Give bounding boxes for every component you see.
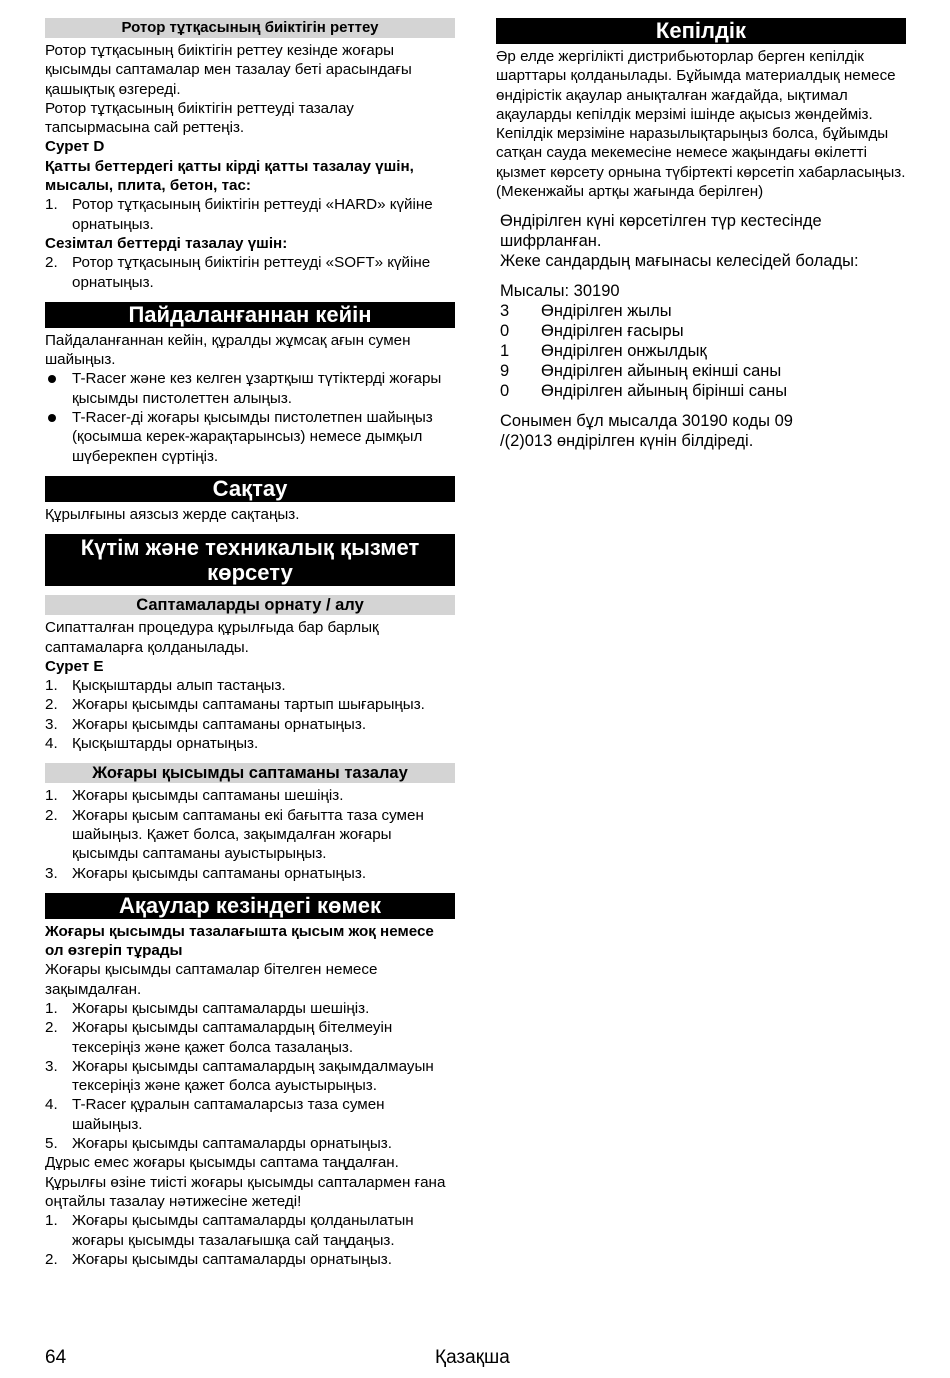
care-section-title: [45, 534, 455, 586]
troubleshooting-heading: Жоғары қысымды тазалағышта қысым жоқ немесе ол өзгеріп тұрады: [45, 922, 434, 960]
code-row: 3 Өндірілген жылы: [500, 302, 672, 321]
left-column: [45, 18, 455, 1269]
language-label: Қазақша: [435, 1347, 510, 1368]
clean-section-title: Жоғары қысымды саптаманы тазалау: [45, 763, 455, 783]
date-paragraph-1: Өндірілген күні көрсетілген түр кестесінде шифрланған.: [500, 212, 822, 251]
list-item: 4. T-Racer құралын саптамаларсыз таза сумен шайыңыз.: [45, 1096, 385, 1133]
after-use-bullets: [45, 369, 455, 465]
rotor-paragraph-2: Ротор тұтқасының биіктігін реттеуді тазалау тапсырмасына сай реттеңіз.: [45, 99, 354, 137]
nozzle-steps: [45, 676, 455, 753]
code-row: 0 Өндірілген айының бірінші саны: [500, 382, 788, 401]
nozzle-figure-ref: Сурет E: [45, 657, 104, 675]
rotor-hard-heading: Қатты беттердегі қатты кірді қатты тазалау үшін, мысалы, плита, бетон, тас:: [45, 157, 414, 195]
list-item: 1. Қысқыштарды алып тастаңыз.: [45, 677, 286, 695]
list-item: 2. Жоғары қысым саптаманы екі бағытта таза сумен шайыңыз. Қажет болса, зақымдалған жоғары қысымды саптаманы ауыстырыңыз.: [45, 806, 424, 863]
clean-steps: [45, 786, 455, 882]
after-use-paragraph: Пайдаланғаннан кейін, құралды жұмсақ ағын сумен шайыңыз.: [45, 331, 411, 369]
nozzle-section-title: Саптамаларды орнату / алу: [45, 595, 455, 615]
code-row: 0 Өндірілген ғасыры: [500, 322, 684, 341]
manufacture-date-block: [496, 211, 906, 451]
list-item: 3. Жоғары қысымды саптамалардың зақымдалмауын тексеріңіз және қажет болса ауыстырыңыз.: [45, 1057, 434, 1095]
list-item: T-Racer-ді жоғары қысымды пистолетпен шайыңыз (қосымша керек-жарақтарынсыз) немесе дымқыл шүберекпен сүртіңіз.: [45, 408, 455, 466]
warranty-paragraph: Әр елде жергілікті дистрибьюторлар берген кепілдік шарттары қолданылады. Бұйымда материалдық немесе өндірістік ақаулар анықталған жағдайда, ықтимал ақауларды кепілдік мерзімі ішінде ақысыз жөндейміз. Кепілдік мерзіміне наразылықтарыңыз болса, бұйымды сатқан сауда мекемесіне немесе жақындағы өкілетті қызмет көрсету орнына түбіртекті көрсетіп хабарласыңыз.: [496, 48, 906, 181]
nozzle-paragraph: Сипатталған процедура құрылғыда бар барлық саптамаларға қолданылады.: [45, 619, 379, 656]
list-item: 3. Жоғары қысымды саптаманы орнатыңыз.: [45, 715, 367, 733]
care-title-line-2: көрсету: [207, 560, 293, 586]
list-item: T-Racer және кез келген ұзартқыш түтіктерді жоғары қысымды пистолеттен алыңыз.: [45, 369, 455, 408]
date-paragraph-2: Жеке сандардың мағынасы келесідей болады:: [500, 252, 859, 271]
list-item: 3. Жоғары қысымды саптаманы орнатыңыз.: [45, 864, 367, 882]
rotor-soft-steps: [45, 253, 455, 292]
bullet-icon: [48, 375, 56, 383]
rotor-figure-ref: Сурет D: [45, 138, 105, 156]
warranty-address-note: (Мекенжайы артқы жағында берілген): [496, 183, 764, 201]
right-column: [496, 18, 906, 451]
bullet-icon: [48, 414, 56, 422]
date-example: Мысалы: 30190: [500, 282, 620, 301]
list-item: 4. Қысқыштарды орнатыңыз.: [45, 735, 259, 753]
after-use-section-title: Пайдаланғаннан кейін: [45, 302, 455, 328]
troubleshooting-paragraph-2: Дұрыс емес жоғары қысымды саптама таңдалған. Құрылғы өзіне тиісті жоғары қысымды сапталармен ғана оңтайлы тазалау нәтижесіне жетеді!: [45, 1154, 446, 1210]
troubleshooting-steps: [45, 999, 455, 1153]
warranty-section-title: Кепілдік: [496, 18, 906, 44]
care-title-line-1: Күтім және техникалық қызмет: [80, 535, 420, 561]
list-item: 2. Ротор тұтқасының биіктігін реттеуді «SOFT» күйіне орнатыңыз.: [45, 254, 431, 291]
code-row: 9 Өндірілген айының екінші саны: [500, 362, 782, 381]
rotor-hard-steps: [45, 195, 455, 234]
code-row: 1 Өндірілген онжылдық: [500, 342, 707, 361]
storage-section-title: Сақтау: [45, 476, 455, 502]
date-conclusion: Сонымен бұл мысалда 30190 коды 09 /(2)013 өндірілген күнін білдіреді.: [500, 412, 793, 451]
rotor-paragraph-1: Ротор тұтқасының биіктігін реттеу кезінде жоғары қысымды саптамалар мен тазалау беті арасындағы қашықтық өзгереді.: [45, 42, 412, 98]
rotor-section-title: Ротор тұтқасының биіктігін реттеу: [45, 18, 455, 38]
list-item: 2. Жоғары қысымды саптамаларды орнатыңыз.: [45, 1250, 392, 1268]
list-item: 1. Ротор тұтқасының биіктігін реттеуді «HARD» күйіне орнатыңыз.: [45, 196, 433, 233]
list-item: 1. Жоғары қысымды саптамаларды қолданылатын жоғары қысымды тазалағышқа сай таңдаңыз.: [45, 1212, 414, 1249]
list-item: 5. Жоғары қысымды саптамаларды орнатыңыз.: [45, 1135, 392, 1153]
rotor-soft-heading: Сезімтал беттерді тазалау үшін:: [45, 234, 288, 252]
troubleshooting-paragraph-1: Жоғары қысымды саптамалар бітелген немесе зақымдалған.: [45, 961, 378, 998]
list-item: 2. Жоғары қысымды саптамалардың бітелмеуін тексеріңіз және қажет болса тазалаңыз.: [45, 1019, 393, 1056]
storage-paragraph: Құрылғыны аязсыз жерде сақтаңыз.: [45, 505, 300, 523]
list-item: 1. Жоғары қысымды саптамаларды шешіңіз.: [45, 999, 370, 1017]
list-item: 2. Жоғары қысымды саптаманы тартып шығарыңыз.: [45, 696, 425, 714]
troubleshooting-section-title: Ақаулар кезіндегі көмек: [45, 893, 455, 919]
troubleshooting-steps-2: [45, 1211, 455, 1269]
list-item: 1. Жоғары қысымды саптаманы шешіңіз.: [45, 787, 344, 805]
page-number: 64: [45, 1347, 67, 1368]
